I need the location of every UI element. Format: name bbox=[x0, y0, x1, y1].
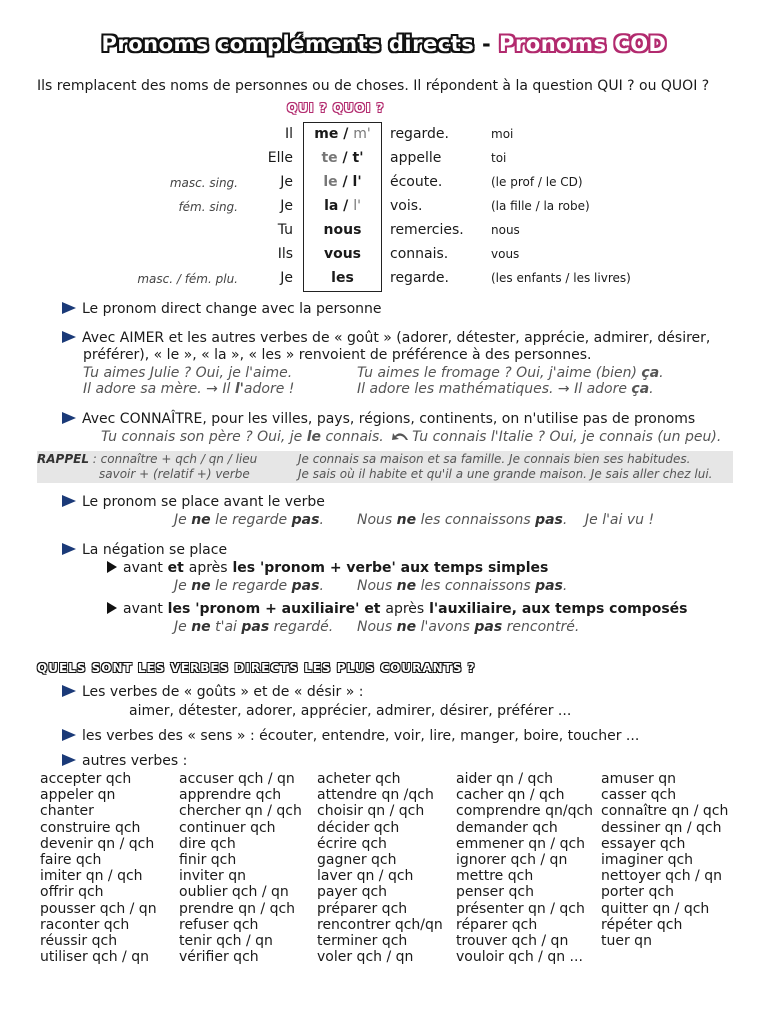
person-label: masc. / fém. plu. bbox=[137, 272, 238, 286]
verb-item: penser qch bbox=[456, 884, 534, 901]
plain-text: après bbox=[188, 560, 228, 576]
arrow-icon bbox=[107, 561, 117, 573]
verb-item: dire qch bbox=[179, 835, 236, 852]
separator: / bbox=[338, 126, 354, 142]
bullet-text: autres verbes : bbox=[82, 753, 188, 769]
verb-item: décider qch bbox=[317, 819, 400, 836]
bullet-autres bbox=[62, 753, 187, 770]
example bbox=[174, 578, 324, 594]
pronoun-elided: l' bbox=[352, 174, 362, 190]
plain-text: les connaissons bbox=[416, 512, 536, 528]
example-text: adore ! bbox=[243, 381, 295, 397]
pronoun-cell bbox=[303, 198, 382, 214]
verb: regarde. bbox=[390, 270, 449, 286]
verb-item: quitter qn / qch bbox=[601, 900, 710, 917]
separator: / bbox=[337, 150, 353, 166]
arrow-icon bbox=[62, 543, 76, 555]
verb-item: connaître qn / qch bbox=[601, 803, 729, 820]
bullet-text: Avec AIMER et les autres verbes de « goût » (adorer, détester, apprécie, admirer, désirer, bbox=[82, 330, 711, 346]
example: Je l'ai vu ! bbox=[585, 512, 655, 528]
pronoun: nous bbox=[323, 222, 362, 238]
verb-item: amuser qn bbox=[601, 771, 676, 787]
reference-note: moi bbox=[491, 127, 514, 141]
arrow-icon bbox=[62, 754, 76, 766]
plain-text: Nous bbox=[357, 578, 397, 594]
verb-item: nettoyer qch / qn bbox=[601, 868, 722, 885]
verb: écoute. bbox=[390, 174, 443, 190]
subject: Je bbox=[280, 174, 293, 190]
example-text: Il adore sa mère. → Il bbox=[83, 381, 235, 397]
plain-text: Nous bbox=[357, 619, 397, 635]
pronoun-elided: m' bbox=[353, 126, 371, 142]
arrow-icon bbox=[62, 729, 76, 741]
example-text: Tu aimes le fromage ? Oui, j'aime (bien) bbox=[357, 365, 642, 381]
emphasis-text: les 'pronom + auxiliaire' et bbox=[162, 601, 386, 617]
verb-item: chanter bbox=[40, 803, 94, 820]
example-bold: ça bbox=[641, 365, 660, 381]
plain-text: après bbox=[385, 601, 425, 617]
emphasis-text: ne bbox=[191, 512, 211, 528]
verb-item: laver qn / qch bbox=[317, 868, 414, 885]
example bbox=[357, 512, 567, 528]
emphasis-text: ne bbox=[396, 512, 417, 528]
title-dash: - bbox=[482, 32, 492, 56]
bullet-connaitre bbox=[62, 411, 695, 428]
pronoun: te bbox=[321, 150, 338, 166]
emphasis-text: l'auxiliaire, aux temps composés bbox=[424, 601, 688, 617]
plain-text: le regarde bbox=[210, 512, 292, 528]
verb-item: appeler qn bbox=[40, 787, 116, 804]
verb-item: devenir qn / qch bbox=[40, 835, 155, 852]
title-sub: Pronoms COD bbox=[499, 32, 667, 56]
verb-item: utiliser qch / qn bbox=[40, 949, 149, 966]
verb-item: dessiner qn / qch bbox=[601, 819, 722, 836]
reference-note: (les enfants / les livres) bbox=[491, 271, 631, 285]
example-bold: l' bbox=[234, 381, 244, 397]
verb-item: faire qch bbox=[40, 852, 102, 869]
rappel-example: Je sais où il habite et qu'il a une grande maison. Je sais aller chez lui. bbox=[298, 467, 713, 481]
pronoun-cell bbox=[303, 222, 382, 238]
example bbox=[174, 512, 324, 528]
rappel-label: RAPPEL bbox=[37, 452, 89, 466]
bullet-text: les verbes des « sens » : écouter, entendre, voir, lire, manger, boire, toucher ... bbox=[82, 728, 640, 744]
bullet-sens bbox=[62, 728, 639, 745]
example: Tu aimes le fromage ? Oui, j'aime (bien) ça. bbox=[357, 365, 664, 381]
verb-column bbox=[601, 771, 728, 949]
sub-bullet-compose bbox=[107, 601, 687, 618]
emphasis-text: ne bbox=[396, 578, 417, 594]
reference-note: vous bbox=[491, 247, 520, 261]
verb-item: réussir qch bbox=[40, 933, 118, 950]
gouts-list: aimer, détester, adorer, apprécier, admirer, désirer, préférer ... bbox=[129, 703, 572, 719]
page-title bbox=[0, 32, 768, 56]
sub-bullet-simple bbox=[107, 560, 548, 577]
emphasis-text: pas bbox=[291, 578, 320, 594]
verb-item: répéter qch bbox=[601, 916, 683, 933]
pronoun: le bbox=[323, 174, 338, 190]
bullet-negation bbox=[62, 542, 227, 559]
bullet-text: Avec CONNAÎTRE, pour les villes, pays, régions, continents, on n'utilise pas de pronoms bbox=[82, 411, 696, 427]
verb-item: finir qch bbox=[179, 852, 237, 869]
verb-item: raconter qch bbox=[40, 916, 130, 933]
pronoun: les bbox=[331, 270, 354, 286]
rappel-rule-text: : connaître + qch / qn / lieu bbox=[92, 452, 258, 466]
verb-column bbox=[317, 771, 443, 965]
verb-item: chercher qn / qch bbox=[179, 803, 302, 820]
plain-text: rencontré. bbox=[502, 619, 580, 635]
qui-quoi-label: QUI ? QUOI ? bbox=[287, 101, 385, 115]
example-text: Tu connais son père ? Oui, je bbox=[101, 429, 307, 445]
verb-item: attendre qn /qch bbox=[317, 787, 434, 804]
sub-bullet-text bbox=[123, 601, 687, 617]
verb-item: apprendre qch bbox=[179, 787, 282, 804]
example bbox=[174, 619, 333, 635]
bullet-aimer bbox=[62, 330, 710, 347]
emphasis-text: ne bbox=[191, 619, 211, 635]
verb-item: vouloir qch / qn ... bbox=[456, 949, 583, 966]
plain-text: . bbox=[562, 512, 568, 528]
example-text: connais. bbox=[321, 429, 384, 445]
bullet-text: Le pronom direct change avec la personne bbox=[82, 301, 382, 317]
verb: appelle bbox=[390, 150, 442, 166]
verb-item: comprendre qn/qch bbox=[456, 803, 594, 820]
pronoun-cell bbox=[303, 150, 382, 166]
verb-item: gagner qch bbox=[317, 852, 397, 869]
example: Tu aimes Julie ? Oui, je l'aime. bbox=[83, 365, 293, 381]
bullet-text: Le pronom se place avant le verbe bbox=[82, 494, 325, 510]
bullet-person bbox=[62, 301, 382, 318]
pronoun: la bbox=[324, 198, 339, 214]
verb-item: pousser qch / qn bbox=[40, 900, 157, 917]
plain-text: Je bbox=[174, 512, 192, 528]
pronoun-cell bbox=[303, 270, 382, 286]
verb-item: écrire qch bbox=[317, 835, 387, 852]
verb-item: essayer qch bbox=[601, 835, 686, 852]
example-text: Tu connais l'Italie ? Oui, je connais (un peu). bbox=[412, 429, 722, 445]
verb-item: prendre qn / qch bbox=[179, 900, 296, 917]
verb-item: refuser qch bbox=[179, 916, 259, 933]
plain-text: Je bbox=[174, 619, 192, 635]
pronoun-elided: l' bbox=[353, 198, 361, 214]
example bbox=[357, 578, 567, 594]
pronoun-elided: t' bbox=[352, 150, 364, 166]
subject: Je bbox=[280, 270, 293, 286]
pronoun-cell bbox=[303, 246, 382, 262]
arrow-icon bbox=[107, 602, 117, 614]
plain-text: les connaissons bbox=[416, 578, 536, 594]
reference-note: toi bbox=[491, 151, 507, 165]
subject: Je bbox=[280, 198, 293, 214]
verb: vois. bbox=[390, 198, 423, 214]
subject: Tu bbox=[277, 222, 293, 238]
verb-item: offrir qch bbox=[40, 884, 104, 901]
example bbox=[357, 619, 579, 635]
example-bold: le bbox=[306, 429, 322, 445]
reference-note: nous bbox=[491, 223, 520, 237]
verb-item: emmener qn / qch bbox=[456, 835, 586, 852]
verb-item: oublier qch / qn bbox=[179, 884, 289, 901]
verb-item: construire qch bbox=[40, 819, 141, 836]
verb-item: porter qch bbox=[601, 884, 674, 901]
verb-item: tuer qn bbox=[601, 933, 652, 950]
example: Il adore les mathématiques. → Il adore ça. bbox=[357, 381, 654, 397]
plain-text: . bbox=[562, 578, 568, 594]
verb-item: casser qch bbox=[601, 787, 677, 804]
verb-item: vérifier qch bbox=[179, 949, 259, 966]
plain-text: l'avons bbox=[416, 619, 475, 635]
verb-item: mettre qch bbox=[456, 868, 534, 885]
bullet-aimer-line2: préférer), « le », « la », « les » renvoient de préférence à des personnes. bbox=[83, 347, 592, 363]
emphasis-text: et bbox=[162, 560, 189, 576]
plain-text: avant bbox=[123, 601, 163, 617]
verb-column bbox=[456, 771, 593, 965]
emphasis-text: pas bbox=[291, 512, 320, 528]
sub-bullet-text bbox=[123, 560, 548, 576]
bullet-text: Les verbes de « goûts » et de « désir » : bbox=[82, 684, 364, 700]
emphasis-text: ne bbox=[396, 619, 417, 635]
verb-item: imiter qn / qch bbox=[40, 868, 143, 885]
bullet-gouts bbox=[62, 684, 364, 701]
plain-text: Nous bbox=[357, 512, 397, 528]
pronoun-cell bbox=[303, 126, 382, 142]
example bbox=[83, 381, 294, 397]
verb-item: demander qch bbox=[456, 819, 558, 836]
pronoun: vous bbox=[323, 246, 362, 262]
verb-item: aider qn / qch bbox=[456, 771, 554, 787]
verb-item: imaginer qch bbox=[601, 852, 694, 869]
subject: Ils bbox=[277, 246, 293, 262]
separator: / bbox=[338, 198, 354, 214]
emphasis-text: ne bbox=[191, 578, 211, 594]
verb: remercies. bbox=[390, 222, 464, 238]
person-label: masc. sing. bbox=[169, 176, 238, 190]
pronoun-cell bbox=[303, 174, 382, 190]
subject: Elle bbox=[267, 150, 293, 166]
emphasis-text: les 'pronom + verbe' aux temps simples bbox=[227, 560, 549, 576]
verb: connais. bbox=[390, 246, 449, 262]
section-heading: QUELS SONT LES VERBES DIRECTS LES PLUS COURANTS ? bbox=[37, 661, 476, 675]
emphasis-text: pas bbox=[535, 512, 563, 528]
plain-text: . bbox=[319, 512, 324, 528]
arrow-icon bbox=[62, 331, 76, 343]
verb-item: inviter qn bbox=[179, 868, 247, 885]
emphasis-text: pas bbox=[535, 578, 563, 594]
separator: / bbox=[337, 174, 353, 190]
plain-text: t'ai bbox=[210, 619, 242, 635]
verb-item: trouver qch / qn bbox=[456, 933, 569, 950]
verb-item: rencontrer qch/qn bbox=[317, 916, 443, 933]
verb-item: acheter qch bbox=[317, 771, 401, 787]
reference-note: (le prof / le CD) bbox=[491, 175, 583, 189]
arrow-icon bbox=[62, 302, 76, 314]
person-label: fém. sing. bbox=[178, 200, 238, 214]
emphasis-text: pas bbox=[241, 619, 270, 635]
plain-text: avant bbox=[123, 560, 163, 576]
verb-column bbox=[40, 771, 157, 965]
plain-text: . bbox=[319, 578, 324, 594]
verb-item: présenter qn / qch bbox=[456, 900, 585, 917]
rappel-rule2: savoir + (relatif +) verbe bbox=[99, 467, 250, 481]
subject: Il bbox=[284, 126, 293, 142]
plain-text: le regarde bbox=[210, 578, 292, 594]
plain-text: regardé. bbox=[269, 619, 334, 635]
verb-item: voler qch / qn bbox=[317, 949, 414, 966]
curved-arrow-icon bbox=[390, 430, 410, 442]
bullet-text: La négation se place bbox=[82, 542, 228, 558]
verb-item: continuer qch bbox=[179, 819, 276, 836]
verb-column bbox=[179, 771, 302, 965]
arrow-icon bbox=[62, 495, 76, 507]
verb-item: choisir qn / qch bbox=[317, 803, 425, 820]
verb-item: cacher qn / qch bbox=[456, 787, 565, 804]
arrow-icon bbox=[62, 685, 76, 697]
title-main: Pronoms compléments directs bbox=[101, 32, 475, 56]
bullet-place bbox=[62, 494, 325, 511]
plain-text: Je bbox=[174, 578, 192, 594]
verb: regarde. bbox=[390, 126, 449, 142]
verb-item: ignorer qch / qn bbox=[456, 852, 568, 869]
verb-item: tenir qch / qn bbox=[179, 933, 273, 950]
verb-item: terminer qch bbox=[317, 933, 408, 950]
example-text: Il adore les mathématiques. → Il adore bbox=[357, 381, 632, 397]
example-bold: ça bbox=[631, 381, 650, 397]
reference-note: (la fille / la robe) bbox=[491, 199, 590, 213]
verb-item: payer qch bbox=[317, 884, 388, 901]
example bbox=[101, 429, 721, 445]
rappel-example: Je connais sa maison et sa famille. Je connais bien ses habitudes. bbox=[298, 452, 691, 466]
verb-item: accuser qch / qn bbox=[179, 771, 295, 787]
intro-text: Ils remplacent des noms de personnes ou de choses. Il répondent à la question QUI ? ou QUOI ? bbox=[37, 78, 710, 94]
pronoun: me bbox=[314, 126, 339, 142]
arrow-icon bbox=[62, 412, 76, 424]
verb-item: réparer qch bbox=[456, 916, 538, 933]
verb-item: préparer qch bbox=[317, 900, 408, 917]
emphasis-text: pas bbox=[474, 619, 503, 635]
rappel-rule bbox=[37, 452, 257, 466]
verb-item: accepter qch bbox=[40, 771, 132, 787]
